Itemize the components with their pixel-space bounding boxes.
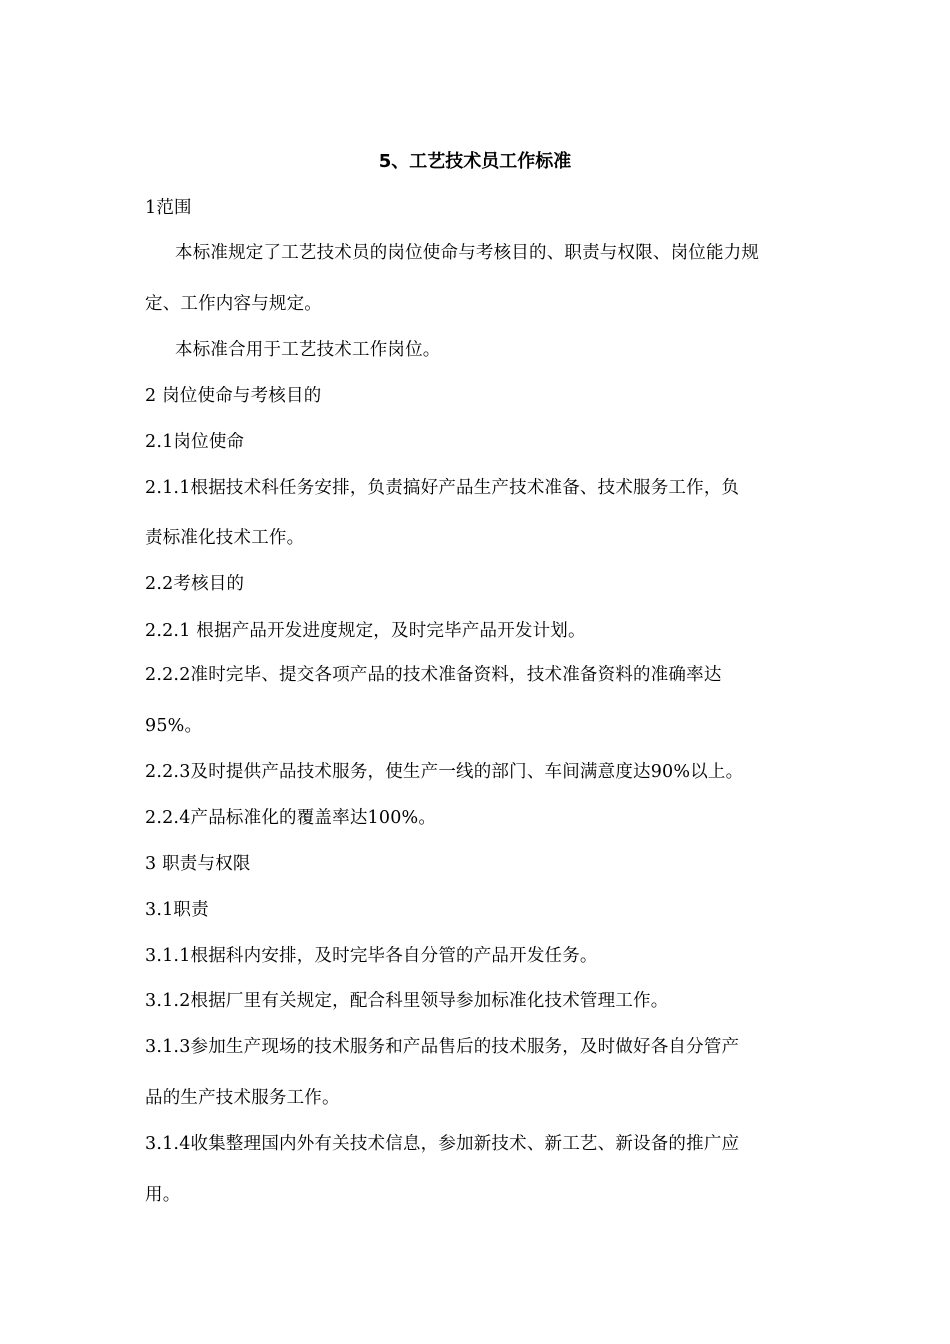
paragraph-line: 2.2.3及时提供产品技术服务，使生产一线的部门、车间满意度达90%以上。 [145, 762, 744, 782]
paragraph-line: 定、工作内容与规定。 [145, 294, 322, 314]
paragraph-line: 2.2.2准时完毕、提交各项产品的技术准备资料，技术准备资料的准确率达 [145, 665, 722, 685]
paragraph-line: 品的生产技术服务工作。 [145, 1088, 340, 1108]
paragraph-line: 本标准合用于工艺技术工作岗位。 [175, 340, 441, 360]
paragraph-line: 2.1.1根据技术科任务安排，负责搞好产品生产技术准备、技术服务工作，负 [145, 478, 740, 498]
paragraph-line: 用。 [145, 1185, 181, 1205]
paragraph-line: 本标准规定了工艺技术员的岗位使命与考核目的、职责与权限、岗位能力规 [175, 243, 760, 263]
paragraph-line: 3.1.2根据厂里有关规定，配合科里领导参加标准化技术管理工作。 [145, 991, 669, 1011]
paragraph-line: 3.1.3参加生产现场的技术服务和产品售后的技术服务，及时做好各自分管产 [145, 1037, 740, 1057]
subsection-heading: 2.2考核目的 [145, 574, 245, 594]
paragraph-line: 2.2.4产品标准化的覆盖率达100%。 [145, 808, 437, 828]
section-heading: 2 岗位使命与考核目的 [145, 386, 322, 406]
paragraph-line: 3.1.4收集整理国内外有关技术信息，参加新技术、新工艺、新设备的推广应 [145, 1134, 740, 1154]
section-heading: 3 职责与权限 [145, 854, 251, 874]
subsection-heading: 3.1职责 [145, 900, 209, 920]
paragraph-line: 3.1.1根据科内安排，及时完毕各自分管的产品开发任务。 [145, 946, 598, 966]
document-title: 5、工艺技术员工作标准 [378, 151, 572, 172]
paragraph-line: 责标准化技术工作。 [145, 528, 305, 548]
subsection-heading: 2.1岗位使命 [145, 432, 245, 452]
paragraph-line: 95%。 [145, 716, 203, 736]
paragraph-line: 2.2.1 根据产品开发进度规定，及时完毕产品开发计划。 [145, 621, 586, 641]
section-heading-scope: 1范围 [145, 198, 192, 218]
